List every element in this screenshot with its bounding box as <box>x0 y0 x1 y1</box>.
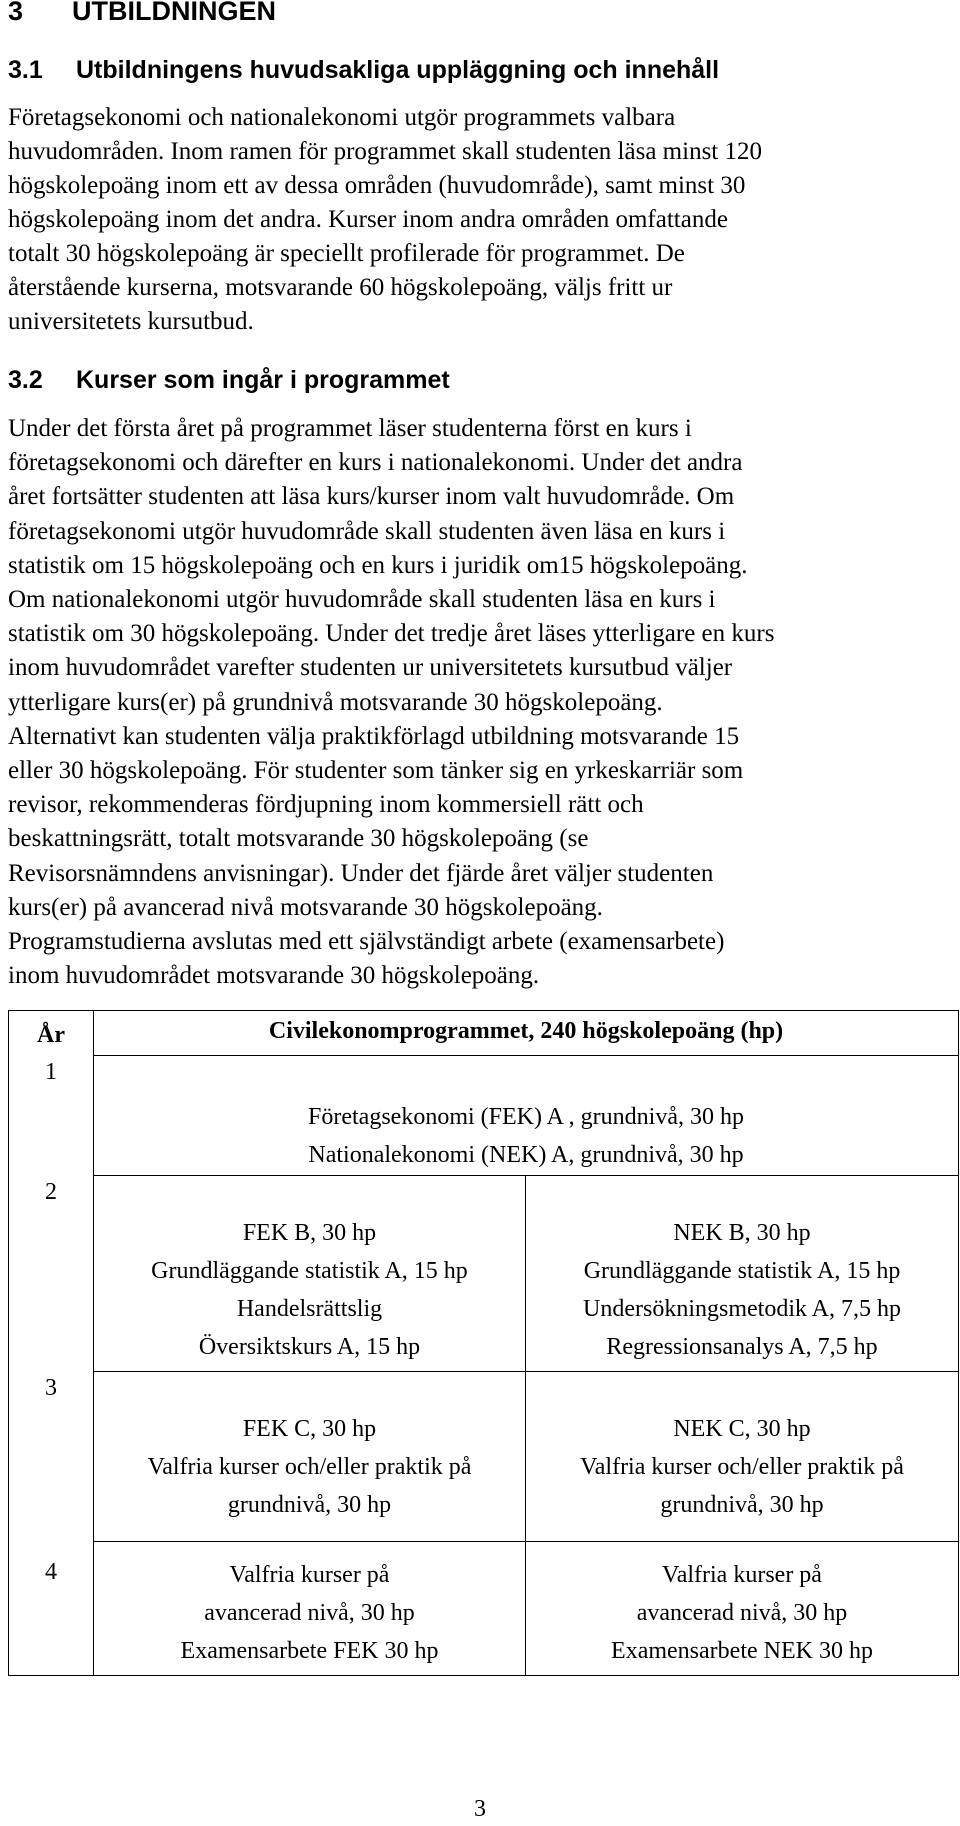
course-line: Valfria kurser och/eller praktik på <box>580 1453 904 1480</box>
table-row <box>9 1541 959 1675</box>
section-3-1-paragraph <box>8 101 938 339</box>
paragraph-line: totalt 30 högskolepoäng är speciellt profilerade för programmet. De <box>8 240 685 267</box>
year3-fek-courses <box>94 1371 526 1541</box>
paragraph-line: Om nationalekonomi utgör huvudområde skall studenten läsa en kurs i <box>8 586 716 614</box>
year-label: 2 <box>9 1175 94 1371</box>
table-row <box>9 1175 959 1371</box>
course-line: FEK B, 30 hp <box>242 1219 377 1246</box>
paragraph-line: universitetets kursutbud. <box>8 308 254 335</box>
paragraph-line: statistik om 30 högskolepoäng. Under det tredje året läses ytterligare en kurs <box>8 620 775 648</box>
year2-fek-courses <box>94 1175 526 1371</box>
paragraph-line: inom huvudområdet motsvarande 30 högskolepoäng. <box>8 962 540 990</box>
paragraph-line: Alternativt kan studenten välja praktikförlagd utbildning motsvarande 15 <box>8 722 740 750</box>
chapter-title: UTBILDNINGEN <box>72 0 276 26</box>
paragraph-line: återstående kurserna, motsvarande 60 högskolepoäng, väljs fritt ur <box>8 274 673 301</box>
table-row <box>9 1371 959 1541</box>
program-column-header: Civilekonomprogrammet, 240 högskolepoäng (hp) <box>94 1011 959 1056</box>
course-line: Valfria kurser och/eller praktik på <box>147 1453 472 1480</box>
course-line: Handelsrättslig <box>236 1295 383 1322</box>
paragraph-line: året fortsätter studenten att läsa kurs/kurser inom valt huvudområde. Om <box>8 483 735 511</box>
paragraph-line: inom huvudområdet varefter studenten ur universitetets kursutbud väljer <box>8 654 733 682</box>
section-heading-3-2 <box>8 364 450 396</box>
paragraph-line: företagsekonomi och därefter en kurs i nationalekonomi. Under det andra <box>8 449 743 477</box>
year-column-header: År <box>9 1011 94 1056</box>
page-number: 3 <box>474 1796 486 1822</box>
paragraph-line: kurs(er) på avancerad nivå motsvarande 30 högskolepoäng. <box>8 893 603 921</box>
course-line: Examensarbete FEK 30 hp <box>180 1637 439 1664</box>
chapter-heading <box>8 0 276 28</box>
section-title: Kurser som ingår i programmet <box>76 366 450 394</box>
year4-nek-courses <box>526 1541 959 1675</box>
paragraph-line: statistik om 15 högskolepoäng och en kurs i juridik om15 högskolepoäng. <box>8 551 748 579</box>
paragraph-line: beskattningsrätt, totalt motsvarande 30 högskolepoäng (se <box>8 825 589 853</box>
course-line: avancerad nivå, 30 hp <box>204 1599 415 1626</box>
course-line: Valfria kurser på <box>662 1561 822 1588</box>
course-line: Examensarbete NEK 30 hp <box>611 1637 873 1664</box>
paragraph-line: Företagsekonomi och nationalekonomi utgör programmets valbara <box>8 104 676 131</box>
year2-nek-courses <box>526 1175 959 1371</box>
paragraph-line: högskolepoäng inom det andra. Kurser inom andra områden omfattande <box>8 206 728 233</box>
paragraph-line: ytterligare kurs(er) på grundnivå motsvarande 30 högskolepoäng. <box>8 688 663 716</box>
course-line: Översiktskurs A, 15 hp <box>198 1333 421 1360</box>
table-header-row <box>9 1011 959 1056</box>
course-line: grundnivå, 30 hp <box>660 1491 824 1518</box>
section-3-2-paragraph <box>8 412 938 993</box>
course-line: Undersökningsmetodik A, 7,5 hp <box>583 1295 901 1322</box>
year-label: 3 <box>9 1371 94 1541</box>
course-line: NEK C, 30 hp <box>673 1415 811 1442</box>
course-line: avancerad nivå, 30 hp <box>636 1599 848 1626</box>
section-number: 3.1 <box>8 56 43 84</box>
paragraph-line: Revisorsnämndens anvisningar). Under det fjärde året väljer studenten <box>8 859 714 887</box>
paragraph-line: Programstudierna avslutas med ett självständigt arbete (examensarbete) <box>8 928 725 956</box>
section-heading-3-1 <box>8 54 719 86</box>
course-line: Nationalekonomi (NEK) A, grundnivå, 30 hp <box>308 1141 744 1168</box>
year-label: 4 <box>9 1541 94 1675</box>
course-line: Regressionsanalys A, 7,5 hp <box>606 1333 878 1360</box>
course-line: grundnivå, 30 hp <box>227 1491 392 1518</box>
chapter-number: 3 <box>8 0 24 26</box>
course-line: Grundläggande statistik A, 15 hp <box>583 1257 901 1284</box>
course-line: FEK C, 30 hp <box>242 1415 377 1442</box>
section-title: Utbildningens huvudsakliga uppläggning och innehåll <box>76 56 720 84</box>
course-line: Grundläggande statistik A, 15 hp <box>151 1257 468 1284</box>
paragraph-line: eller 30 högskolepoäng. För studenter som tänker sig en yrkeskarriär som <box>8 757 744 785</box>
year-label: 1 <box>9 1055 94 1175</box>
paragraph-line: huvudområden. Inom ramen för programmet skall studenten läsa minst 120 <box>8 138 762 165</box>
course-line: NEK B, 30 hp <box>673 1219 811 1246</box>
program-table <box>8 1010 959 1676</box>
section-number: 3.2 <box>8 366 43 394</box>
table-row <box>9 1055 959 1175</box>
paragraph-line: revisor, rekommenderas fördjupning inom kommersiell rätt och <box>8 791 644 819</box>
year1-courses <box>94 1055 959 1175</box>
course-line: Valfria kurser på <box>229 1561 390 1588</box>
course-line: Företagsekonomi (FEK) A , grundnivå, 30 hp <box>308 1103 744 1130</box>
paragraph-line: Under det första året på programmet läser studenterna först en kurs i <box>8 415 692 442</box>
paragraph-line: företagsekonomi utgör huvudområde skall studenten även läsa en kurs i <box>8 517 726 545</box>
paragraph-line: högskolepoäng inom ett av dessa områden (huvudområde), samt minst 30 <box>8 172 746 199</box>
year4-fek-courses <box>94 1541 526 1675</box>
year3-nek-courses <box>526 1371 959 1541</box>
